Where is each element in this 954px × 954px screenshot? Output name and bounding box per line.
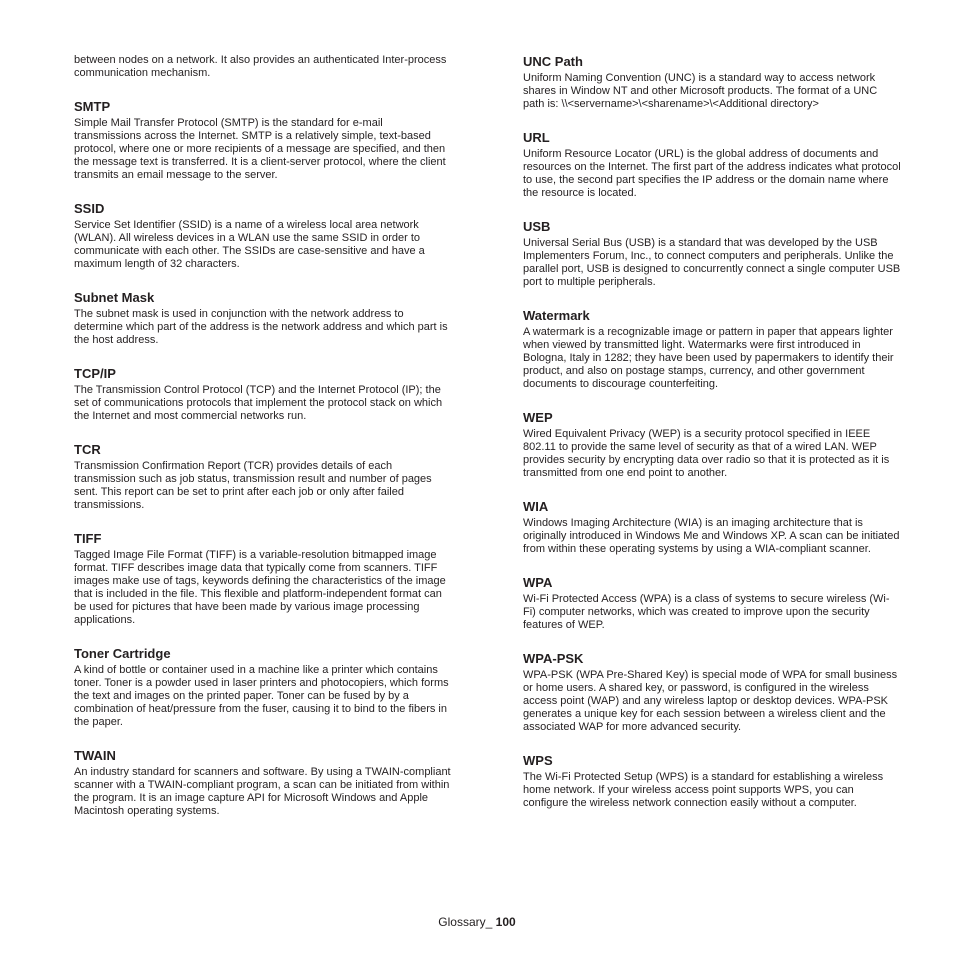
- entry-term: URL: [523, 130, 550, 145]
- entry-term: SMTP: [74, 99, 111, 114]
- entry-term: SSID: [74, 201, 105, 216]
- glossary-entry-wia: [523, 499, 901, 556]
- entry-term: TCP/IP: [74, 366, 116, 381]
- entry-term: WIA: [523, 499, 549, 514]
- entry-term: TCR: [74, 442, 101, 457]
- entry-term: TIFF: [74, 531, 102, 546]
- glossary-entry-tiff: [74, 531, 452, 627]
- entry-term: WPA-PSK: [523, 651, 584, 666]
- glossary-entry-wep: [523, 410, 901, 480]
- entry-definition: Wi-Fi Protected Access (WPA) is a class of systems to secure wireless (Wi-Fi) computer networks, which was created to improve upon the security features of WEP.: [523, 593, 890, 631]
- entry-definition: The subnet mask is used in conjunction with the network address to determine which part of the address is the network address and which part is the host address.: [74, 308, 448, 346]
- entry-definition: WPA-PSK (WPA Pre-Shared Key) is special mode of WPA for small business or home users. A shared key, or password, is configured in the wireless access point (WAP) and any wireless laptop or desktop devices. WPA-PSK generates a unique key for each session between a wireless client and the associated WAP for more advanced security.: [523, 669, 898, 733]
- glossary-entry-watermark: [523, 308, 901, 391]
- entry-definition: Service Set Identifier (SSID) is a name of a wireless local area network (WLAN). All wireless devices in a WLAN use the same SSID in order to communicate with each other. The SSIDs are case-sensitive and have a maximum length of 32 characters.: [74, 219, 425, 270]
- glossary-entry-subnet-mask: [74, 290, 452, 347]
- glossary-entry-tcp-ip: [74, 366, 452, 423]
- entry-definition: Uniform Naming Convention (UNC) is a standard way to access network shares in Window NT and other Microsoft products. The format of a UNC path is: \\<servername>\<sharename>\<Additional directory>: [523, 72, 878, 110]
- left-column: [74, 54, 452, 837]
- glossary-entry-usb: [523, 219, 901, 289]
- entry-term: WPS: [523, 753, 553, 768]
- glossary-entry-toner-cartridge: [74, 646, 452, 729]
- entry-definition: Wired Equivalent Privacy (WEP) is a security protocol specified in IEEE 802.11 to provide the same level of security as that of a wired LAN. WEP provides security by encrypting data over radio so that it is protected as it is transmitted from one end point to another.: [523, 428, 890, 479]
- page-number: 100: [495, 915, 516, 929]
- page-footer: [0, 914, 954, 930]
- glossary-entry-wps: [523, 753, 901, 810]
- entry-definition: Tagged Image File Format (TIFF) is a variable-resolution bitmapped image format. TIFF describes image data that typically come from scanners. TIFF images make use of tags, keywords defining the characteristics of the image that is included in the file. This flexible and platform-independent format can be used for pictures that have been made by various image processing applications.: [74, 549, 446, 626]
- entry-term: WPA: [523, 575, 553, 590]
- right-column: [523, 54, 901, 829]
- glossary-entry-wpa: [523, 575, 901, 632]
- glossary-entry-ssid: [74, 201, 452, 271]
- entry-definition: Transmission Confirmation Report (TCR) provides details of each transmission such as job status, transmission result and number of pages sent. This report can be set to print after each job or only after failed transmissions.: [74, 460, 432, 511]
- glossary-entry-twain: [74, 748, 452, 818]
- entry-term: UNC Path: [523, 54, 583, 69]
- entry-definition: Simple Mail Transfer Protocol (SMTP) is the standard for e-mail transmissions across the Internet. SMTP is a relatively simple, text-based protocol, where one or more recipients of a message are specified, and then the message text is transferred. It is a client-server protocol, where the client transmits an email message to the server.: [74, 117, 446, 181]
- glossary-entry-url: [523, 130, 901, 200]
- entry-definition: An industry standard for scanners and software. By using a TWAIN-compliant scanner with a TWAIN-compliant program, a scan can be initiated from within the program. It is an image capture API for Microsoft Windows and Apple Macintosh operating systems.: [74, 766, 451, 817]
- entry-definition: A watermark is a recognizable image or pattern in paper that appears lighter when viewed by transmitted light. Watermarks were first introduced in Bologna, Italy in 1282; they have been used by papermakers to identify their product, and also on postage stamps, currency, and other government documents to discourage counterfeiting.: [523, 326, 894, 390]
- entry-definition: The Wi-Fi Protected Setup (WPS) is a standard for establishing a wireless home network. If your wireless access point supports WPS, you can configure the wireless network connection easily without a computer.: [523, 771, 884, 809]
- entry-term: Subnet Mask: [74, 290, 155, 305]
- entry-term: Watermark: [523, 308, 590, 323]
- entry-term: USB: [523, 219, 551, 234]
- entry-term: Toner Cartridge: [74, 646, 171, 661]
- footer-section-label: Glossary_: [438, 915, 496, 929]
- entry-definition: Windows Imaging Architecture (WIA) is an imaging architecture that is originally introduced in Windows Me and Windows XP. A scan can be initiated from within these operating systems by using a WIA-compliant scanner.: [523, 517, 900, 555]
- entry-definition: A kind of bottle or container used in a machine like a printer which contains toner. Toner is a powder used in laser printers and photocopiers, which forms the text and images on the printed paper. Toner can be fused by by a combination of heat/pressure from the fuser, causing it to bind to the fibers in the paper.: [74, 664, 449, 728]
- entry-term: TWAIN: [74, 748, 116, 763]
- glossary-entry-tcr: [74, 442, 452, 512]
- glossary-entry-smtp: [74, 99, 452, 182]
- entry-definition: Uniform Resource Locator (URL) is the global address of documents and resources on the Internet. The first part of the address indicates what protocol to use, the second part specifies the IP address or the domain name where the resource is located.: [523, 148, 901, 199]
- glossary-entry-wpa-psk: [523, 651, 901, 734]
- glossary-entry-unc-path: [523, 54, 901, 111]
- entry-definition: Universal Serial Bus (USB) is a standard that was developed by the USB Implementers Forum, Inc., to connect computers and peripherals. Unlike the parallel port, USB is designed to concurrently connect a single computer USB port to multiple peripherals.: [523, 237, 901, 288]
- entry-definition: The Transmission Control Protocol (TCP) and the Internet Protocol (IP); the set of communications protocols that implement the protocol stack on which the Internet and most commercial networks run.: [74, 384, 443, 422]
- entry-term: WEP: [523, 410, 553, 425]
- continued-definition: between nodes on a network. It also provides an authenticated Inter-process communication mechanism.: [74, 54, 447, 79]
